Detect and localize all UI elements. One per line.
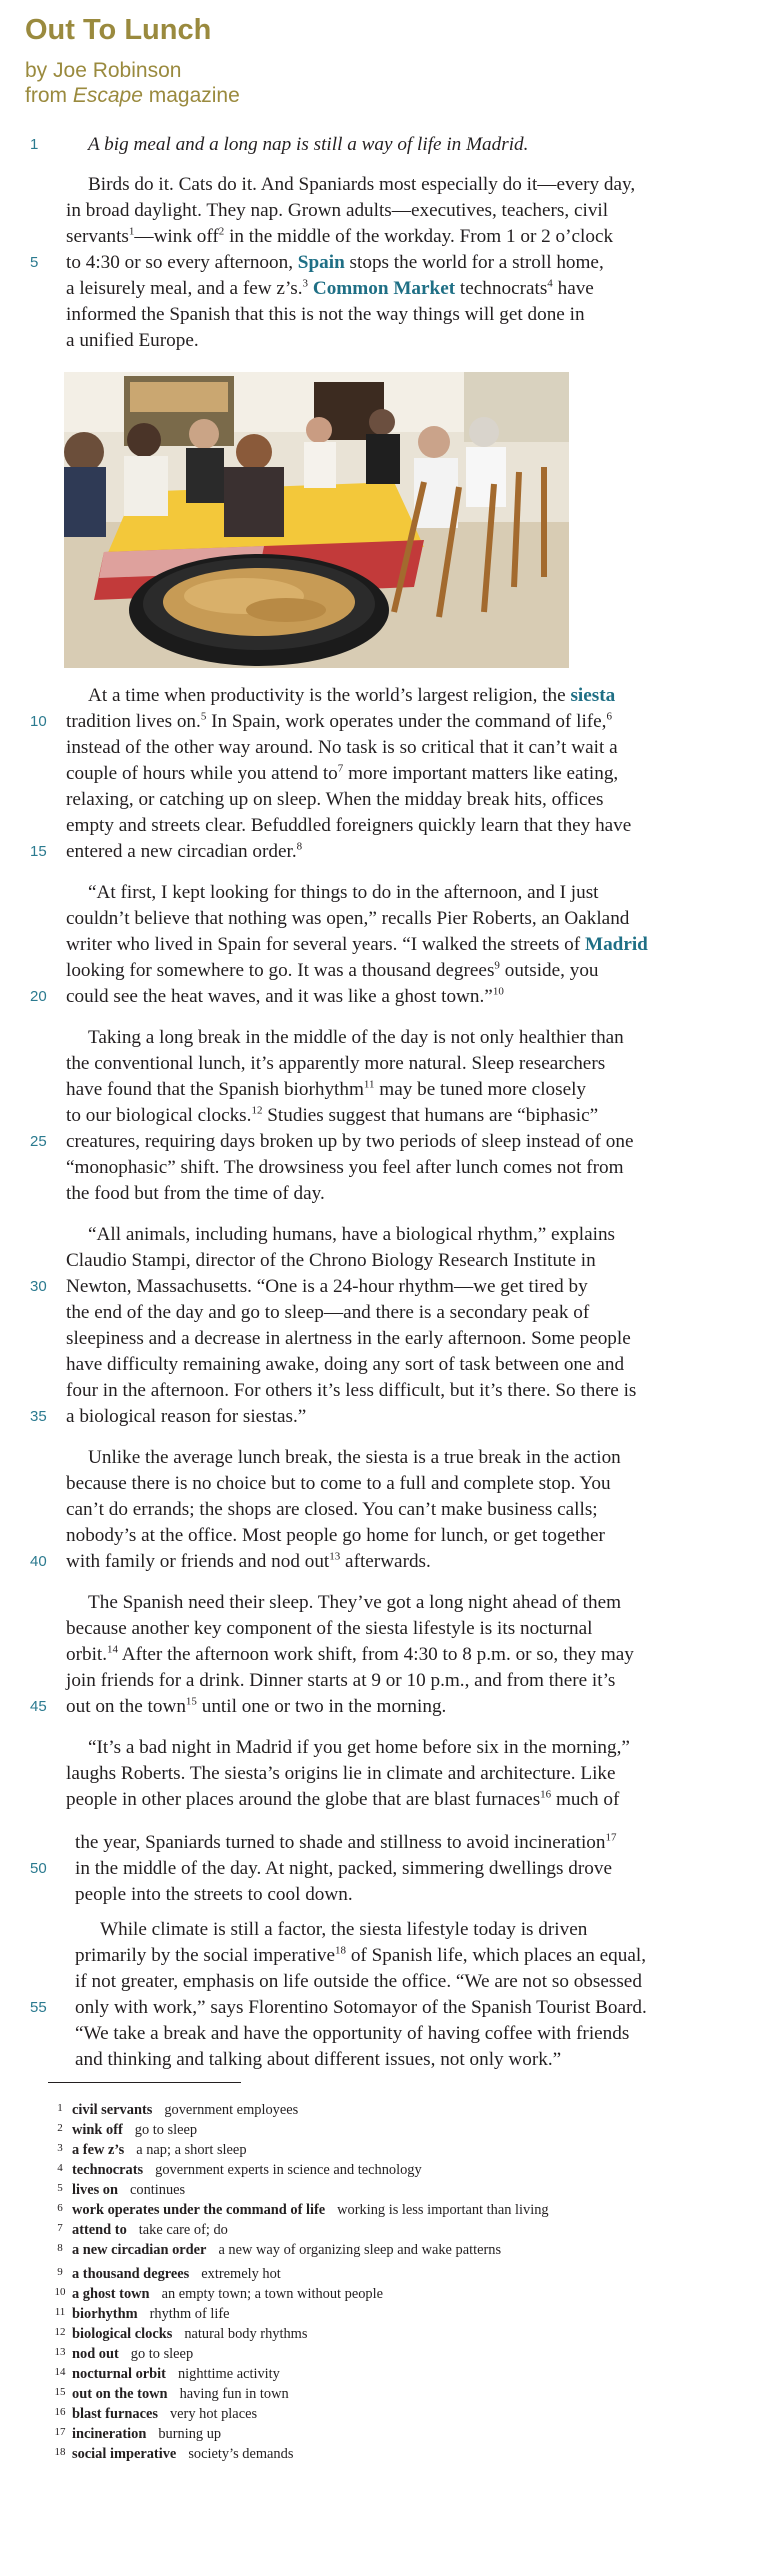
article-line [75,1830,617,1856]
text-run: “We take a break and have the opportunity of having coffee with friends [75,2023,630,2044]
footnote-number: 2 [57,2122,63,2134]
text-run: relaxing, or catching up on sleep. When the midday break hits, offices [66,789,604,810]
article-line [66,1668,615,1694]
text-run: nobody’s at the office. Most people go home for lunch, or get together [66,1525,605,1546]
footnote-item [48,2382,289,2404]
text-run: primarily by the social imperative [75,1945,336,1966]
text-run: four in the afternoon. For others it’s less difficult, but it’s there. So there is [66,1380,637,1401]
footnote-item [48,2342,193,2364]
article-line [75,1856,612,1882]
text-run: the food but from the time of day. [66,1183,325,1204]
text-run: a biological reason for siestas.” [66,1406,307,1427]
line-number: 10 [30,713,47,730]
footnote-marker: 18 [335,1944,347,1957]
article-line [66,1497,598,1523]
line-number: 30 [30,1278,47,1295]
keyword-highlight: Madrid [584,934,648,955]
text-run: technocrats [455,278,548,299]
footnote-marker: 6 [606,710,612,723]
article-line [75,2047,561,2073]
text-run: “monophasic” shift. The drowsiness you feel after lunch comes not from [66,1157,624,1178]
article-line [66,328,199,354]
footnote-definition: having fun in town [179,2386,289,2402]
footnote-number: 7 [57,2222,63,2234]
text-run: until one or two in the morning. [196,1696,447,1717]
text-run: couple of hours while you attend to [66,763,338,784]
footnote-term: a ghost town [72,2286,150,2302]
article-photo [64,372,569,668]
article-line [66,761,618,787]
footnote-number: 6 [57,2202,63,2214]
article-line [66,1549,431,1575]
text-run: At a time when productivity is the world’s largest religion, the [88,685,571,706]
source-line [25,83,240,108]
footnote-number: 18 [54,2446,66,2458]
article-line [66,709,612,735]
footnote-marker: 12 [251,1104,263,1117]
article-line [66,1642,634,1668]
footnote-number: 5 [57,2182,63,2194]
line-number: 45 [30,1698,47,1715]
article-line [66,1248,596,1274]
article-line [75,2021,629,2047]
footnote-term: a new circadian order [72,2242,207,2258]
article-line [88,132,528,158]
line-number: 35 [30,1408,47,1425]
source-suffix: magazine [142,84,240,107]
footnote-definition: extremely hot [201,2266,281,2282]
footnote-definition: society’s demands [188,2446,294,2462]
text-run: Claudio Stampi, director of the Chrono Biology Research Institute in [66,1250,596,1271]
text-run: join friends for a drink. Dinner starts at 9 or 10 p.m., and from there it’s [66,1670,616,1691]
text-run: if not greater, emphasis on life outside the office. “We are not so obsessed [75,1971,642,1992]
source-prefix: from [25,84,73,107]
text-run: may be tuned more closely [374,1079,587,1100]
footnote-definition: a new way of organizing sleep and wake patterns [218,2242,502,2258]
footnote-item [48,2118,197,2140]
article-line [88,683,615,709]
text-run: Studies suggest that humans are “biphasic” [262,1105,599,1126]
siesta-lunch-photo [64,372,569,668]
footnote-marker: 2 [218,225,225,238]
text-run: laughs Roberts. The siesta’s origins lie in climate and architecture. Like [66,1763,616,1784]
article-line [66,1404,306,1430]
article-line [66,1103,598,1129]
keyword-highlight: Spain [297,252,345,273]
footnote-term: technocrats [72,2162,144,2178]
text-run: in broad daylight. They nap. Grown adults—executives, teachers, civil [66,200,609,221]
line-number: 15 [30,843,47,860]
text-run: with family or friends and nod out [66,1551,330,1572]
footnote-number: 11 [54,2306,66,2318]
text-run: sleepiness and a decrease in alertness in the early afternoon. Some people [66,1328,631,1349]
article-line [66,1378,636,1404]
footnote-term: a few z’s [72,2142,125,2158]
text-run: of Spanish life, which places an equal, [346,1945,646,1966]
article-line [66,1326,631,1352]
article-line [66,1616,592,1642]
footnote-term: out on the town [72,2386,168,2402]
text-run: to 4:30 or so every afternoon, [66,252,298,273]
article-line [88,1222,615,1248]
footnote-number: 1 [57,2102,63,2114]
footnote-term: nocturnal orbit [72,2366,166,2382]
text-run: in the middle of the workday. From 1 or 2 o’clock [224,226,614,247]
text-run: much of [551,1789,620,1810]
footnote-marker: 4 [547,277,553,290]
footnote-definition: take care of; do [138,2222,228,2238]
footnote-term: work operates under the command of life [72,2202,326,2218]
footnote-item [48,2282,383,2304]
footnote-item [48,2178,185,2200]
article-line [88,1445,621,1471]
text-run: have found that the Spanish biorhythm [66,1079,364,1100]
text-run: “At first, I kept looking for things to do in the afternoon, and I just [88,882,599,903]
article-line [75,1995,647,2021]
footnote-item [48,2158,422,2180]
text-run: can’t do errands; the shops are closed. You can’t make business calls; [66,1499,598,1520]
footnote-definition: a nap; a short sleep [136,2142,247,2158]
footnote-item [48,2238,501,2260]
source-magazine-name: Escape [72,84,143,107]
text-run: Birds do it. Cats do it. And Spaniards most especially do it—every day, [88,174,636,195]
text-run: only with work,” says Florentino Sotomayor of the Spanish Tourist Board. [75,1997,647,2018]
footnote-number: 13 [54,2346,66,2358]
footnote-marker: 16 [540,1788,552,1801]
footnote-item [48,2302,230,2324]
footnote-marker: 3 [302,277,309,290]
footnote-marker: 7 [337,762,344,775]
article-line [66,302,585,328]
footnote-number: 17 [54,2426,66,2438]
footnote-term: social imperative [72,2446,177,2462]
footnote-number: 15 [54,2386,66,2398]
byline [25,58,240,108]
article-line [66,932,648,958]
text-run: instead of the other way around. No task is so critical that it can’t wait a [66,737,618,758]
line-number: 40 [30,1553,47,1570]
footnote-definition: government experts in science and technology [155,2162,422,2178]
footnote-divider [48,2082,241,2083]
footnote-marker: 15 [185,1695,197,1708]
footnote-number: 14 [54,2366,66,2378]
line-number: 50 [30,1860,47,1877]
text-run: Unlike the average lunch break, the siesta is a true break in the action [88,1447,621,1468]
article-line [66,1181,325,1207]
footnote-number: 9 [57,2266,63,2278]
text-run: The Spanish need their sleep. They’ve got a long night ahead of them [88,1592,622,1613]
footnote-item [48,2442,293,2464]
article-line [66,1787,619,1813]
article-line [66,906,629,932]
footnote-term: attend to [72,2222,127,2238]
text-run: “All animals, including humans, have a biological rhythm,” explains [88,1224,616,1245]
article-line [66,224,613,250]
footnote-item [48,2322,307,2344]
footnote-item [48,2402,257,2424]
text-run: a unified Europe. [66,330,199,351]
text-run: a leisurely meal, and a few z’s. [66,278,303,299]
footnote-marker: 13 [329,1550,341,1563]
text-run: to our biological clocks. [66,1105,252,1126]
footnote-marker: 1 [128,225,135,238]
footnote-marker: 5 [200,710,207,723]
footnote-item [48,2362,280,2384]
footnote-term: lives on [72,2182,118,2198]
text-run: people in other places around the globe that are blast furnaces [66,1789,541,1810]
text-run: because there is no choice but to come to a full and complete stop. You [66,1473,611,1494]
footnote-marker: 11 [363,1078,375,1091]
footnote-number: 10 [54,2286,66,2298]
text-run: empty and streets clear. Befuddled foreigners quickly learn that they have [66,815,632,836]
footnote-marker: 8 [296,840,303,853]
footnote-term: incineration [72,2426,147,2442]
line-number: 1 [30,136,39,153]
text-run: the year, Spaniards turned to shade and stillness to avoid incineration [75,1832,606,1853]
footnote-definition: continues [129,2182,186,2198]
footnote-term: biological clocks [72,2326,173,2342]
text-run: “It’s a bad night in Madrid if you get home before six in the morning,” [88,1737,630,1758]
footnote-item [48,2198,549,2220]
text-run: afterwards. [340,1551,431,1572]
footnote-marker: 10 [492,985,504,998]
line-number: 25 [30,1133,47,1150]
footnote-term: biorhythm [72,2306,138,2322]
text-run: have [552,278,594,299]
article-line [66,1352,624,1378]
article-line [100,1917,587,1943]
text-run: outside, you [499,960,599,981]
footnote-item [48,2138,247,2160]
article-line [66,1471,611,1497]
footnote-number: 4 [57,2162,63,2174]
footnote-definition: go to sleep [134,2122,198,2138]
footnote-number: 12 [54,2326,66,2338]
text-run: the conventional lunch, it’s apparently more natural. Sleep researchers [66,1053,606,1074]
footnote-definition: working is less important than living [337,2202,549,2218]
line-number: 20 [30,988,47,1005]
footnote-term: civil servants [72,2102,153,2118]
article-line [66,984,504,1010]
article-line [66,1129,633,1155]
article-line [66,1523,605,1549]
article-line [66,198,608,224]
article-line [66,958,599,984]
footnote-definition: burning up [158,2426,222,2442]
article-line [66,1077,586,1103]
article-line [66,839,302,865]
footnote-number: 8 [57,2242,63,2254]
text-run: have difficulty remaining awake, doing any sort of task between one and [66,1354,625,1375]
footnote-item [48,2098,298,2120]
text-run: more important matters like eating, [343,763,619,784]
article-line [88,1590,621,1616]
keyword-highlight: Common Market [312,278,456,299]
article-line [66,250,604,276]
footnote-marker: 14 [107,1643,119,1656]
footnote-definition: very hot places [169,2406,258,2422]
text-run: creatures, requiring days broken up by two periods of sleep instead of one [66,1131,634,1152]
text-run: After the afternoon work shift, from 4:30 to 8 p.m. or so, they may [118,1644,634,1665]
article-line [66,813,631,839]
article-line [66,276,594,302]
text-run: tradition lives on. [66,711,201,732]
author-line: by Joe Robinson [25,59,182,82]
article-line [88,172,635,198]
article-line [66,1051,605,1077]
footnote-definition: government employees [164,2102,299,2118]
article-line [66,1155,624,1181]
footnote-marker: 9 [494,959,500,972]
footnote-definition: an empty town; a town without people [161,2286,383,2302]
text-run: and thinking and talking about different issues, not only work.” [75,2049,562,2070]
article-title: Out To Lunch [25,14,212,46]
text-run: people into the streets to cool down. [75,1884,353,1905]
article-line [66,1300,589,1326]
line-number: 5 [30,254,39,271]
article-line [75,1969,642,1995]
article-line [88,1735,630,1761]
text-run: looking for somewhere to go. It was a thousand degrees [66,960,495,981]
footnote-item [48,2262,281,2284]
article-line [66,1274,588,1300]
footnote-definition: rhythm of life [149,2306,230,2322]
footnote-term: wink off [72,2122,123,2138]
text-run: In Spain, work operates under the command of life, [206,711,607,732]
footnote-item [48,2422,221,2444]
text-run: Taking a long break in the middle of the day is not only healthier than [88,1027,624,1048]
article-line [66,787,603,813]
article-line [75,1882,353,1908]
line-number: 55 [30,1999,47,2016]
article-line [66,1761,616,1787]
keyword-highlight: siesta [570,685,616,706]
text-run: entered a new circadian order. [66,841,297,862]
text-run: stops the world for a stroll home, [344,252,604,273]
footnote-term: blast furnaces [72,2406,158,2422]
article-line [66,735,618,761]
text-run: out on the town [66,1696,186,1717]
footnote-number: 3 [57,2142,63,2154]
text-run: servants [66,226,129,247]
footnote-number: 16 [54,2406,66,2418]
text-run: While climate is still a factor, the siesta lifestyle today is driven [100,1919,588,1940]
text-run: —wink off [134,226,219,247]
article-line [88,1025,624,1051]
footnote-term: a thousand degrees [72,2266,190,2282]
article-line [88,880,599,906]
text-run: informed the Spanish that this is not the way things will get done in [66,304,585,325]
article-line [75,1943,646,1969]
footnote-marker: 17 [605,1831,617,1844]
article-line [66,1694,446,1720]
text-run: Newton, Massachusetts. “One is a 24-hour rhythm—we get tired by [66,1276,588,1297]
text-run: in the middle of the day. At night, packed, simmering dwellings drove [75,1858,612,1879]
text-run: orbit. [66,1644,108,1665]
footnote-definition: go to sleep [130,2346,194,2362]
text-run: writer who lived in Spain for several years. “I walked the streets of [66,934,585,955]
article-lead: A big meal and a long nap is still a way of life in Madrid. [88,134,529,155]
text-run: because another key component of the siesta lifestyle is its nocturnal [66,1618,593,1639]
footnote-definition: natural body rhythms [184,2326,308,2342]
text-run: the end of the day and go to sleep—and there is a secondary peak of [66,1302,590,1323]
footnote-item [48,2218,228,2240]
text-run: could see the heat waves, and it was like a ghost town.” [66,986,493,1007]
text-run: couldn’t believe that nothing was open,” recalls Pier Roberts, an Oakland [66,908,630,929]
footnote-definition: nighttime activity [177,2366,280,2382]
footnote-term: nod out [72,2346,119,2362]
